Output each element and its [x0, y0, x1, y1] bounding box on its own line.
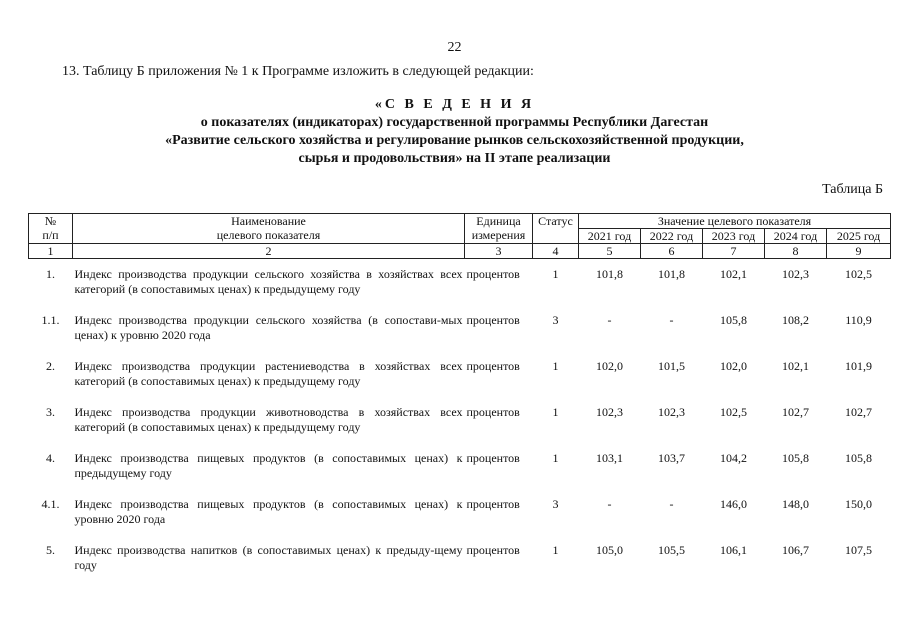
indicator-name: Индекс производства продукции животноводства в хозяйствах всех категорий (в сопоставимых ценах) к предыдущему году: [74, 405, 463, 434]
value-2024: 102,7: [782, 405, 809, 419]
row-number: 2.: [46, 359, 55, 373]
table-row: [29, 311, 891, 357]
value-2024: 105,8: [782, 451, 809, 465]
indicator-name: Индекс производства пищевых продуктов (в сопоставимых ценах) к предыдущему году: [74, 451, 463, 480]
header-status: Статус: [533, 214, 579, 244]
table-row: [29, 495, 891, 541]
status-cell: 1: [552, 405, 559, 419]
table-label: Таблица Б: [822, 182, 883, 197]
column-number: 9: [827, 244, 891, 259]
row-number: 4.: [46, 451, 55, 465]
value-2021: -: [607, 497, 612, 511]
value-2022: -: [669, 313, 674, 327]
value-2023: 102,1: [720, 267, 747, 281]
column-number: 5: [579, 244, 641, 259]
indicator-name: Индекс производства продукции растениеводства в хозяйствах всех категорий (в сопоставимых ценах) к предыдущему году: [74, 359, 463, 388]
value-2025: 105,8: [845, 451, 873, 465]
value-2022: 102,3: [658, 405, 685, 419]
header-year: 2022 год: [641, 229, 703, 244]
column-number: 7: [703, 244, 765, 259]
column-number: 3: [465, 244, 533, 259]
indicator-name: Индекс производства продукции сельского хозяйства (в сопостави-мых ценах) к уровню 2020 года: [74, 313, 463, 342]
value-2024: 148,0: [782, 497, 809, 511]
title-line-2: о показателях (индикаторах) государственной программы Республики Дагестан: [200, 115, 709, 130]
value-2023: 146,0: [720, 497, 747, 511]
header-year: 2024 год: [765, 229, 827, 244]
status-cell: 1: [552, 543, 559, 557]
indicator-name: Индекс производства продукции сельского хозяйства в хозяйствах всех категорий (в сопоставимых ценах) к предыдущему году: [74, 267, 463, 296]
value-2023: 106,1: [720, 543, 747, 557]
header-year: 2021 год: [579, 229, 641, 244]
value-2025: 150,0: [845, 497, 873, 511]
header-unit-line-1: Единица: [476, 214, 521, 228]
header-unit: [465, 214, 533, 244]
value-2024: 102,1: [782, 359, 809, 373]
column-number: 2: [73, 244, 465, 259]
value-2024: 106,7: [782, 543, 809, 557]
row-number: 1.1.: [41, 313, 60, 327]
value-2022: 101,8: [658, 267, 685, 281]
column-number: 8: [765, 244, 827, 259]
unit-cell: процентов: [466, 313, 520, 327]
unit-cell: процентов: [466, 497, 520, 511]
table-row: [29, 357, 891, 403]
column-number: 4: [533, 244, 579, 259]
row-number: 3.: [46, 405, 55, 419]
status-cell: 3: [552, 313, 559, 327]
table-body: [29, 259, 891, 588]
value-2021: 101,8: [596, 267, 623, 281]
header-num-line-1: №: [44, 214, 57, 228]
value-2025: 110,9: [845, 313, 872, 327]
table-row: [29, 403, 891, 449]
value-2024: 102,3: [782, 267, 809, 281]
header-value-group: Значение целевого показателя: [579, 214, 891, 229]
table-row: [29, 449, 891, 495]
status-cell: 3: [552, 497, 559, 511]
value-2023: 105,8: [720, 313, 747, 327]
unit-cell: процентов: [466, 359, 520, 373]
column-number: 1: [29, 244, 73, 259]
header-unit-line-2: измерения: [471, 228, 526, 242]
value-2025: 102,7: [845, 405, 873, 419]
row-number: 5.: [46, 543, 55, 557]
status-cell: 1: [552, 359, 559, 373]
indicator-name: Индекс производства напитков (в сопоставимых ценах) к предыду-щему году: [74, 543, 463, 572]
value-2024: 108,2: [782, 313, 809, 327]
header-name-line-1: Наименование: [231, 214, 306, 228]
indicator-name: Индекс производства пищевых продуктов (в сопоставимых ценах) к уровню 2020 года: [74, 497, 463, 526]
value-2022: 103,7: [658, 451, 685, 465]
status-cell: 1: [552, 451, 559, 465]
value-2021: 102,3: [596, 405, 623, 419]
value-2023: 102,0: [720, 359, 747, 373]
status-cell: 1: [552, 267, 559, 281]
page-number: 22: [447, 40, 462, 55]
table-row: [29, 541, 891, 587]
unit-cell: процентов: [466, 543, 520, 557]
row-number: 4.1.: [41, 497, 60, 511]
document-title: [0, 96, 909, 168]
value-2023: 104,2: [720, 451, 747, 465]
value-2021: 103,1: [596, 451, 623, 465]
value-2022: 101,5: [658, 359, 685, 373]
value-2022: -: [669, 497, 674, 511]
row-number: 1.: [46, 267, 55, 281]
header-year: 2023 год: [703, 229, 765, 244]
title-line-3: «Развитие сельского хозяйства и регулирование рынков сельскохозяйственной продукции,: [165, 133, 744, 148]
value-2021: -: [607, 313, 612, 327]
header-name: [73, 214, 465, 244]
header-num: [29, 214, 73, 244]
unit-cell: процентов: [466, 267, 520, 281]
value-2025: 101,9: [845, 359, 873, 373]
header-name-line-2: целевого показателя: [216, 228, 321, 242]
table-row: [29, 265, 891, 311]
header-num-line-2: п/п: [42, 228, 59, 242]
column-number: 6: [641, 244, 703, 259]
unit-cell: процентов: [466, 451, 520, 465]
value-2023: 102,5: [720, 405, 747, 419]
value-2025: 102,5: [845, 267, 873, 281]
unit-cell: процентов: [466, 405, 520, 419]
value-2025: 107,5: [845, 543, 873, 557]
title-line-4: сырья и продовольствия» на II этапе реализации: [298, 151, 611, 166]
indicators-table: [28, 213, 891, 587]
value-2021: 102,0: [596, 359, 623, 373]
intro-text: 13. Таблицу Б приложения № 1 к Программе изложить в следующей редакции:: [62, 64, 534, 79]
value-2021: 105,0: [596, 543, 623, 557]
header-year: 2025 год: [827, 229, 891, 244]
value-2022: 105,5: [658, 543, 685, 557]
title-line-1: «С В Е Д Е Н И Я: [374, 97, 535, 112]
